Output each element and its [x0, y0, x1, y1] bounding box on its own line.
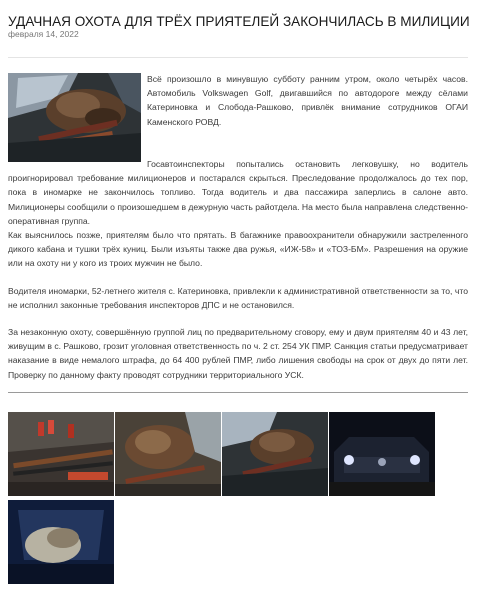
- lead-photo[interactable]: [8, 73, 141, 162]
- gallery-photo-car-night[interactable]: [329, 412, 435, 496]
- gallery-divider: [8, 392, 468, 393]
- gallery-photo-guns[interactable]: [8, 412, 114, 496]
- paragraph-4: Водителя иномарки, 52-летнего жителя с. Катериновка, привлекли к административной ответственности за то, что не исполнил законные требования инспекторов ДПС и не остановился.: [8, 286, 468, 311]
- gallery-photo-car-interior[interactable]: [8, 500, 114, 584]
- paragraph-3: Как выяснилось позже, приятелям было что прятать. В багажнике правоохранители обнаружили застреленного дикого кабана и тушки трёх куниц. Были изъяты также два ружья, «ИЖ-58» и «ТОЗ-БМ». Разрешения на оружие или на охоту ни у кого из троих мужчин не было.: [8, 230, 468, 269]
- title-divider: [8, 57, 468, 58]
- gallery-photo-trunk-boar[interactable]: [115, 412, 221, 496]
- gallery-photo-trunk-closeup[interactable]: [222, 412, 328, 496]
- article-title: УДАЧНАЯ ОХОТА ДЛЯ ТРЁХ ПРИЯТЕЛЕЙ ЗАКОНЧИЛАСЬ В МИЛИЦИИ: [8, 14, 470, 30]
- paragraph-2: Госавтоинспекторы попытались остановить легковушку, но водитель проигнорировал требование милиционеров и постарался скрыться. Преследование продолжалось до тех пор, пока в иномарке не закончилось топливо. Тогда водитель и два пассажира заперлись в салоне авто. Милиционеры сообщили о произошедшем в дежурную часть райотдела. На место была направлена следственно-оперативная группа.: [8, 159, 468, 226]
- paragraph-5: За незаконную охоту, совершённую группой лиц по предварительному сговору, ему и двум приятелям 40 и 43 лет, живущим в с. Рашково, грозит уголовная ответственность по ч. 2 ст. 254 УК ПМР. Санкция статьи предусматривает наказание в виде немалого штрафа, до 64 400 рублей ПМР, либо лишения свободы на срок от двух до пяти лет. Проверку по данному факту проводят сотрудники территориального УСК.: [8, 327, 468, 380]
- article-date: февраля 14, 2022: [8, 29, 79, 39]
- paragraph-1: Всё произошло в минувшую субботу ранним утром, около четырёх часов. Автомобиль Volkswagen Golf, двигавшийся по автодороге между сёлами Катериновка и Слобода-Рашково, привлёк внимание сотрудников ОГАИ Каменского РОВД.: [147, 74, 468, 127]
